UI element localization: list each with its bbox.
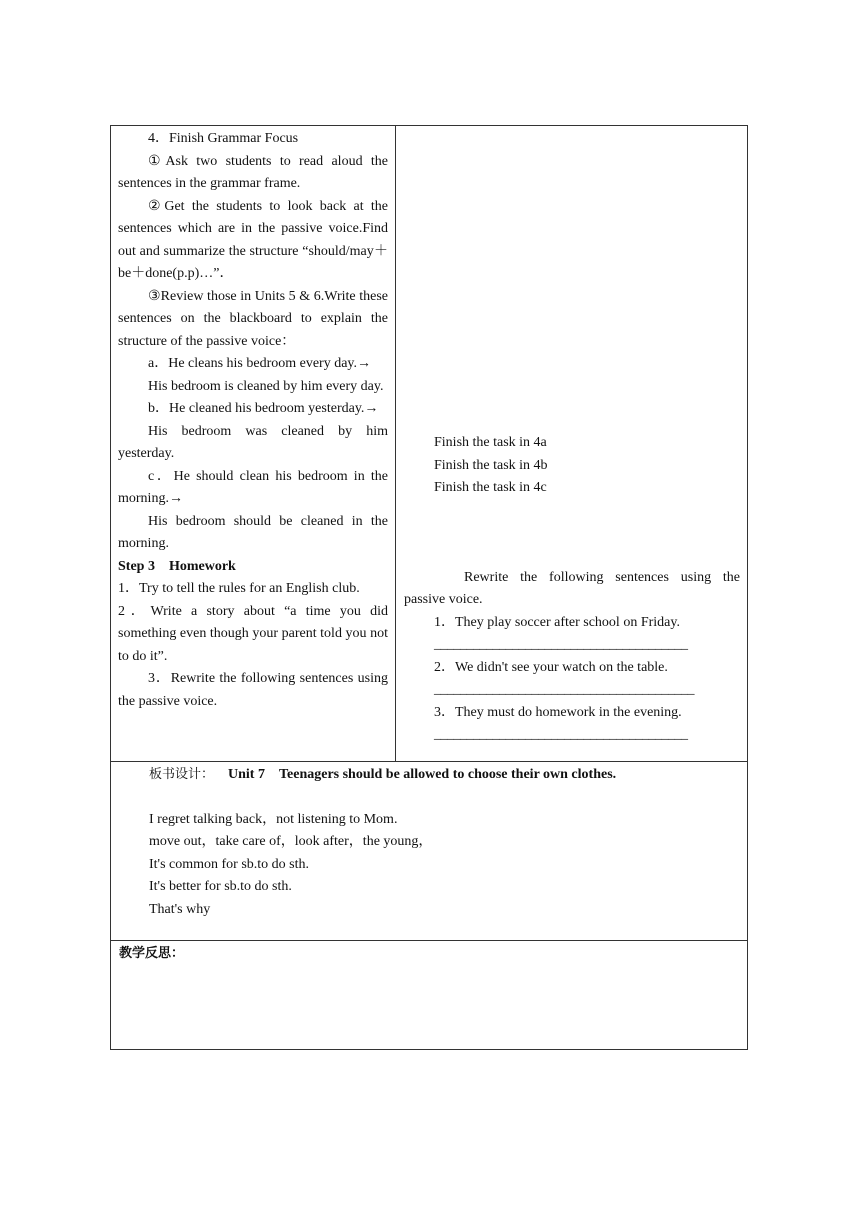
board-design-label: 板书设计： <box>149 766 215 782</box>
board-line-3: It's common for sb.to do sth. <box>149 856 310 872</box>
lesson-plan-table <box>110 125 748 1050</box>
example-a-passive: His bedroom is cleaned by him every day. <box>148 378 384 394</box>
procedure-row <box>111 126 748 762</box>
example-a: a．He cleans his bedroom every day.→ <box>148 356 372 371</box>
board-line-5: That's why <box>149 901 211 917</box>
reflection-row <box>111 940 748 1049</box>
exercise-2: 2．We didn't see your watch on the table. <box>434 659 668 675</box>
example-b-passive: His bedroom was cleaned by him yesterday. <box>118 423 388 461</box>
answer-line-2: ________________________________________ <box>434 682 694 697</box>
homework-item-1: 1．Try to tell the rules for an English club. <box>118 581 360 596</box>
task-4b: Finish the task in 4b <box>434 457 548 473</box>
rewrite-intro: Rewrite the following sentences using the passive voice. <box>404 569 740 607</box>
board-line-2: move out，take care of，look after，the young， <box>149 834 433 849</box>
grammar-step-3: ③Review those in Units 5 & 6.Write these sentences on the blackboard to explain the structure of the passive voice： <box>118 288 388 349</box>
student-activity-cell <box>396 126 748 762</box>
homework-item-2: 2．Write a story about “a time you did something even though your parent told you not to do it”. <box>118 603 388 664</box>
step-3-heading: Step 3 Homework <box>118 558 236 574</box>
board-design-cell <box>111 761 748 940</box>
reflection-cell <box>111 940 748 1049</box>
grammar-step-1: ①Ask two students to read aloud the sentences in the grammar frame. <box>118 153 388 191</box>
example-c: c．He should clean his bedroom in the morning.→ <box>118 468 388 506</box>
board-design-title <box>119 764 739 787</box>
grammar-focus-heading: 4．Finish Grammar Focus <box>148 131 299 146</box>
homework-item-3: 3．Rewrite the following sentences using the passive voice. <box>118 671 388 709</box>
answer-line-1: _______________________________________ <box>434 637 688 652</box>
example-c-passive: His bedroom should be cleaned in the morning. <box>118 513 388 551</box>
reflection-label: 教学反思： <box>119 945 185 961</box>
answer-line-3: _______________________________________ <box>434 727 688 742</box>
board-line-4: It's better for sb.to do sth. <box>149 879 292 894</box>
grammar-step-2: ②Get the students to look back at the sentences which are in the passive voice.Find out and summarize the structure “should/may＋be＋done(p.p)…”． <box>118 198 388 281</box>
task-4c: Finish the task in 4c <box>434 480 547 495</box>
example-b: b．He cleaned his bedroom yesterday.→ <box>148 401 379 416</box>
board-unit-title: Unit 7 Teenagers should be allowed to choose their own clothes. <box>228 766 617 782</box>
board-line-1: I regret talking back，not listening to Mom. <box>149 811 398 827</box>
exercise-1: 1．They play soccer after school on Friday. <box>434 614 680 630</box>
task-4a: Finish the task in 4a <box>434 435 547 450</box>
board-design-row <box>111 761 748 940</box>
teacher-activity-cell <box>111 126 396 762</box>
exercise-3: 3．They must do homework in the evening. <box>434 704 682 720</box>
